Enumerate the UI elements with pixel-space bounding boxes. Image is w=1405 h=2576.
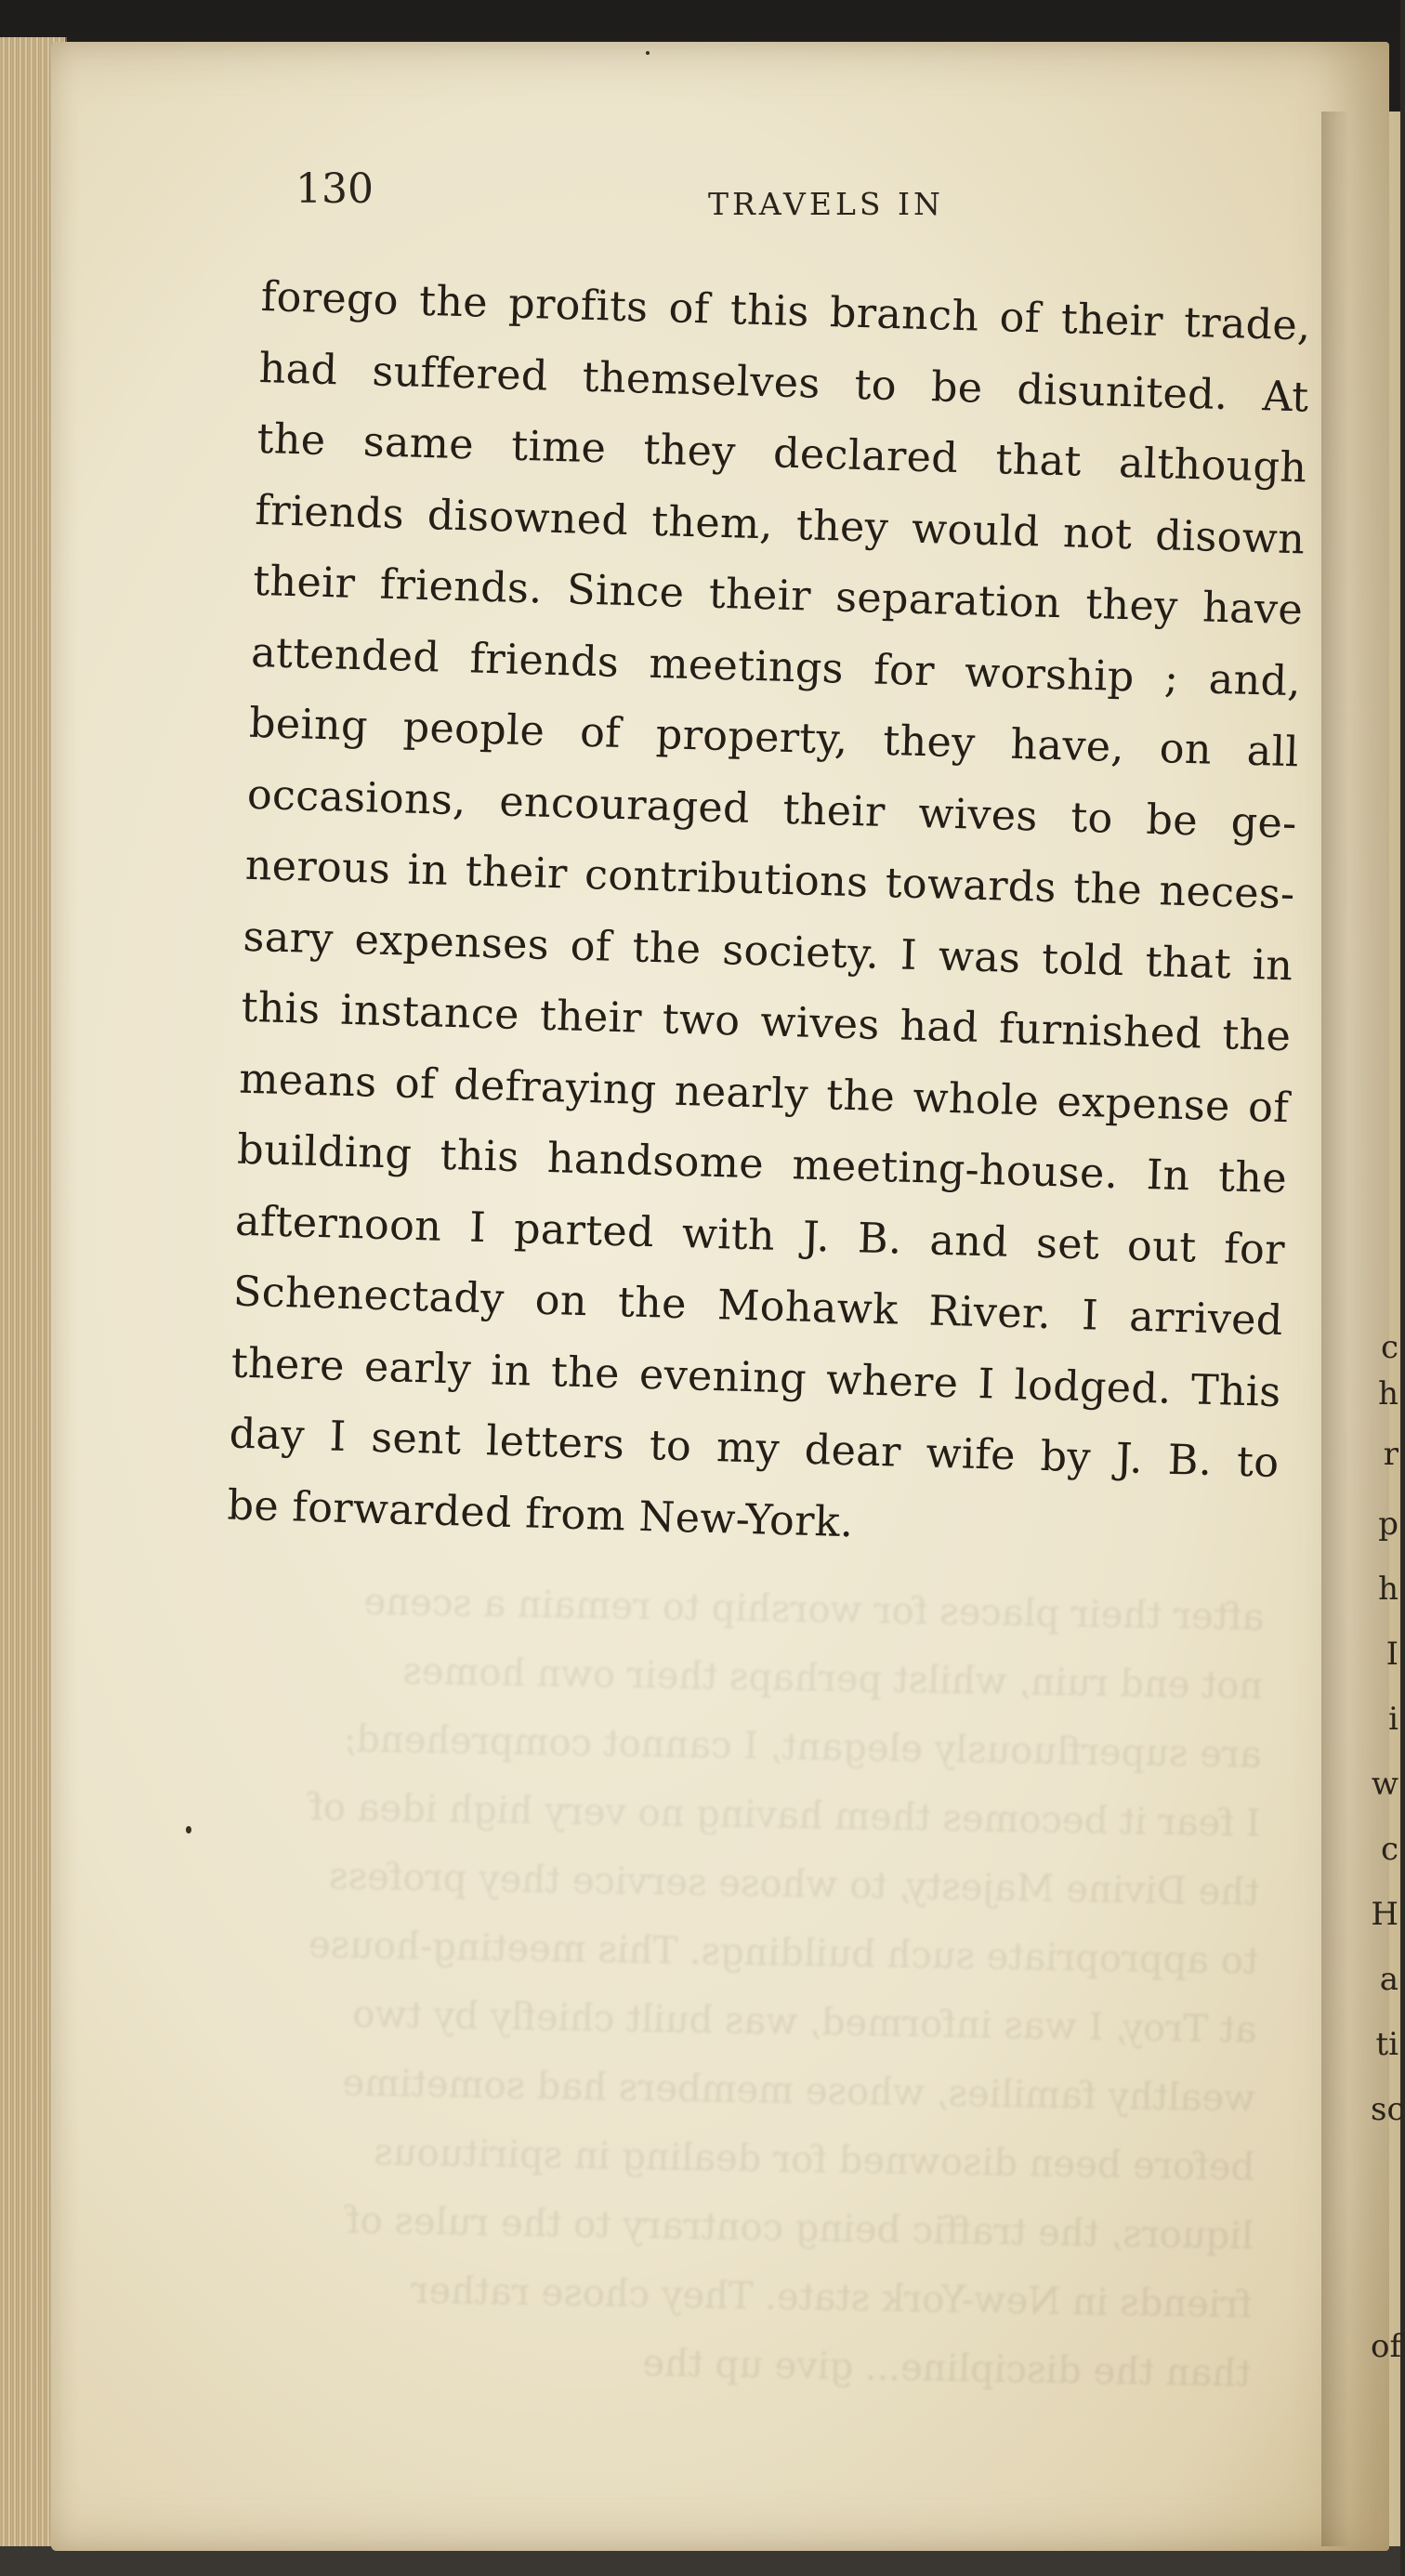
show-through-line: before been disowned for dealing in spirituous (373, 2131, 1255, 2189)
show-through-line: I fear it becomes them having no very high idea of (309, 1785, 1261, 1846)
show-through-line: not end ruin, whilst perhaps their own homes (401, 1649, 1264, 1708)
text-line: the same time they declared that although (256, 414, 1307, 493)
text-line: there early in the evening where I lodged. This (230, 1339, 1282, 1416)
adjacent-page-fragment: ti (1375, 2026, 1398, 2063)
adjacent-page-fragment: p (1378, 1505, 1398, 1543)
adjacent-page-fragment: H (1371, 1896, 1398, 1933)
show-through-text (308, 1567, 1265, 2396)
page-number: 130 (295, 165, 374, 213)
text-line: being people of property, they have, on all (248, 699, 1300, 777)
show-through-line: wealthy families, whose members had sometime (342, 2061, 1256, 2121)
show-through-line: are superfluously elegant, I cannot comprehend; (343, 1717, 1263, 1777)
ink-speck (646, 51, 650, 55)
text-line: nerous in their contributions towards the neces- (244, 841, 1296, 919)
text-line: their friends. Since their separation they have (252, 557, 1304, 635)
adjacent-page-fragment: i (1388, 1701, 1398, 1738)
adjacent-page-fragment: c (1380, 1831, 1398, 1868)
adjacent-page-fragment: a (1379, 1961, 1398, 1998)
show-through-line: the Divine Majesty, to whose service they profess (328, 1855, 1260, 1914)
adjacent-page-fragment: r (1383, 1436, 1398, 1473)
text-line: building this handsome meeting-house. In the (236, 1125, 1288, 1203)
adjacent-page-fragment: of (1371, 2328, 1402, 2365)
show-through-line: than the discipline... give up the (641, 2342, 1252, 2396)
ink-speck (186, 1826, 191, 1833)
adjacent-page-fragment: I (1385, 1636, 1398, 1673)
text-line: friends disowned them, they would not disown (254, 486, 1306, 563)
text-line: day I sent letters to my dear wife by J. B. to (229, 1410, 1280, 1488)
text-line: sary expenses of the society. I was told that in (243, 913, 1294, 990)
adjacent-page-fragment: w (1371, 1766, 1398, 1803)
show-through-line: after their places for worship to remain a scene (363, 1580, 1265, 1639)
text-line: had suffered themselves to be disunited. At (258, 344, 1310, 421)
adjacent-page-fragment: c (1380, 1329, 1398, 1366)
text-line: Schenectady on the Mohawk River. I arrived (232, 1268, 1284, 1346)
text-line: attended friends meetings for worship ; and, (250, 628, 1302, 705)
text-line: this instance their two wives had furnished the (240, 983, 1292, 1061)
adjacent-page-fragment: sc (1371, 2091, 1405, 2128)
running-head: TRAVELS IN (708, 186, 944, 222)
page-gutter-shadow (1321, 112, 1349, 2546)
text-line: means of defraying nearly the whole expense of (238, 1055, 1290, 1132)
adjacent-page-fragment: h (1378, 1375, 1398, 1413)
text-line: occasions, encouraged their wives to be ge- (246, 770, 1298, 848)
show-through-line: friends in New-York state. They chose rather (411, 2268, 1253, 2327)
show-through-line: liquors, the traffic being contrary to the rules of (346, 2199, 1254, 2258)
text-line: afternoon I parted with J. B. and set out for (234, 1197, 1286, 1274)
body-text (227, 262, 1312, 1571)
show-through-line: at Troy, I was informed, was built chiefly by two (352, 1992, 1258, 2052)
adjacent-page-text-fragments (1371, 0, 1405, 2576)
adjacent-page-fragment: h (1378, 1571, 1398, 1608)
show-through-line: to appropriate such buildings. This meeting-house (308, 1923, 1259, 1983)
text-line: forego the profits of this branch of their trade, (260, 272, 1312, 350)
text-line: be forwarded from New-York. (226, 1480, 855, 1546)
